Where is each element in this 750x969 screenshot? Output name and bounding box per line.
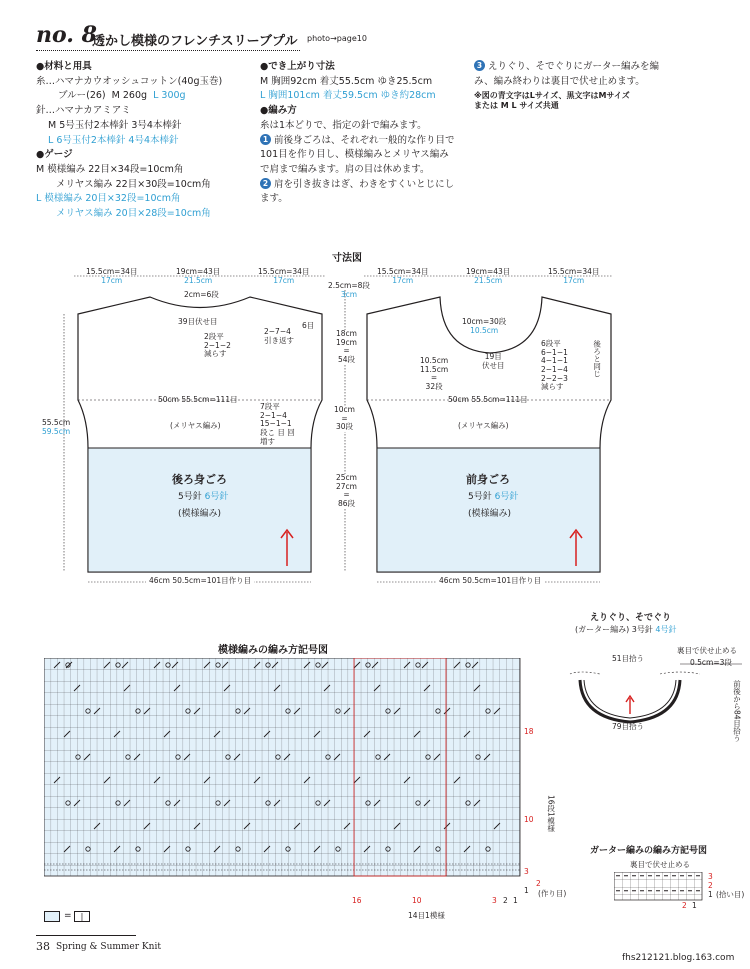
yarn-amount-m: M 260g bbox=[111, 90, 148, 102]
chart-row-3: 3 bbox=[524, 867, 529, 876]
front-shoulder-right-dim: 15.5cm=34目 17cm bbox=[548, 267, 600, 285]
step-1-text: 前後身ごろは、それぞれ一般的な作り目で101目を作り目し、模様編みとメリヤス編みで肩まで編みます。肩の目は休めます。 bbox=[260, 134, 455, 176]
side-rows-dim: 10cm = 30段 bbox=[334, 405, 355, 432]
edging-picked-top: 51目拾う bbox=[612, 654, 645, 663]
gauge-l-stockinette: メリヤス編み 20目×28段=10cm角 bbox=[56, 208, 211, 220]
footer-rule bbox=[36, 935, 136, 936]
source-watermark: fhs212121.blog.163.com bbox=[622, 953, 735, 963]
lower-rows-dim: 25cm 27cm = 86段 bbox=[336, 473, 357, 508]
chart-cast-on: (作り目) bbox=[538, 889, 567, 898]
edging-back-pick: 前後から84目拾う bbox=[732, 680, 742, 743]
back-needle-label: 5号針 6号針 bbox=[178, 492, 229, 502]
garter-row-1: 1 bbox=[708, 890, 713, 899]
diagram-title: 寸法図 bbox=[332, 253, 362, 264]
step-3-text: えりぐり、そでぐりにガーター編みを編み、編み終わりは裏目で伏せ止めます。 bbox=[474, 61, 660, 87]
size-note-2: または M L サイズ共通 bbox=[474, 101, 559, 111]
front-stockinette-label: (メリヤス編み) bbox=[458, 421, 509, 430]
front-center-bind: 19目 伏せ目 bbox=[482, 352, 505, 370]
garter-col-1: 1 bbox=[692, 901, 697, 910]
edging-subtitle: (ガーター編み) 3号針 4号針 bbox=[575, 625, 677, 634]
garter-row-3: 3 bbox=[708, 872, 713, 881]
chart-col-16: 16 bbox=[352, 896, 362, 905]
chart-repeat-sts: 14目1模様 bbox=[408, 911, 445, 920]
front-body-name: 前身ごろ bbox=[466, 473, 510, 486]
front-bottom-width: 46cm 50.5cm=101目作り目 bbox=[436, 577, 544, 586]
chart-row-2: 2 bbox=[536, 879, 541, 888]
yarn-amount-l: L 300g bbox=[153, 90, 186, 102]
finished-m: M 胸囲92cm 着丈55.5cm ゆき25.5cm bbox=[260, 75, 433, 87]
yarn-color: ブルー(26) bbox=[58, 90, 106, 102]
front-mid-width: 50cm 55.5cm=111目 bbox=[448, 395, 528, 404]
gauge-heading: ●ゲージ bbox=[36, 149, 73, 161]
yarn-line: 糸…ハマナカウオッシュコットン(40g玉巻) bbox=[36, 75, 223, 87]
finished-l: L 胸囲101cm 着丈59.5cm ゆき約28cm bbox=[260, 90, 436, 102]
front-needle-label: 5号針 6号針 bbox=[468, 492, 519, 502]
back-stockinette-label: (メリヤス編み) bbox=[170, 421, 221, 430]
finished-heading: ●でき上がり寸法 bbox=[260, 61, 335, 72]
edging-width: 0.5cm=3段 bbox=[690, 658, 732, 667]
front-neck-depth: 10cm=30段 10.5cm bbox=[462, 317, 507, 335]
needle-l: L 6号玉付2本棒針 4号4本棒針 bbox=[48, 134, 179, 146]
front-shoulder-left-dim: 15.5cm=34目 17cm bbox=[377, 267, 429, 285]
garter-title: ガーター編みの編み方記号図 bbox=[590, 846, 708, 856]
pattern-title: 透かし模様のフレンチスリーブプル bbox=[92, 34, 298, 49]
garter-col-2: 2 bbox=[682, 901, 687, 910]
chart-col-2: 2 bbox=[503, 896, 508, 905]
back-neck-depth: 2cm=6段 bbox=[184, 290, 219, 299]
back-neck-width-dim: 19cm=43目 21.5cm bbox=[176, 267, 221, 285]
legend-symbol-box bbox=[74, 911, 90, 922]
total-length-dim: 55.5cm 59.5cm bbox=[42, 418, 71, 436]
back-pattern-label: (模様編み) bbox=[178, 509, 222, 519]
edging-picked-bottom: 79目拾う bbox=[612, 722, 645, 731]
page-number: 38 bbox=[36, 940, 50, 953]
armhole-rows-dim: 18cm 19cm = 54段 bbox=[336, 329, 357, 364]
step-3-badge: 3 bbox=[474, 60, 485, 71]
garter-bind-off: 裏目で伏せ止める bbox=[630, 860, 690, 869]
step-2-text: 肩を引き抜きはぎ、わきをすくいとじにします。 bbox=[260, 178, 455, 205]
back-armhole-shaping: 7段平 2−1−4 15−1−1 段こ 目 回 増す bbox=[260, 402, 295, 446]
edging-bind-off: 裏目で伏せ止める bbox=[677, 646, 737, 655]
chart-col-10: 10 bbox=[412, 896, 422, 905]
gauge-m-stockinette: メリヤス編み 22目×30段=10cm角 bbox=[56, 178, 211, 190]
garter-chart bbox=[614, 872, 706, 902]
chart-col-1: 1 bbox=[513, 896, 518, 905]
chart-col-3: 3 bbox=[492, 896, 497, 905]
chart-row-1: 1 bbox=[524, 886, 529, 895]
materials-heading: ●材料と用具 bbox=[36, 61, 92, 72]
step-1-badge: 1 bbox=[260, 134, 271, 145]
chart-repeat-rows: 16段1模様 bbox=[546, 795, 556, 832]
pattern-number: no. 8 bbox=[36, 22, 97, 48]
back-neck-rows: 6目 bbox=[302, 321, 315, 330]
front-neck-decrease: 6段平 6−1−1 4−1−1 2−1−4 2−2−3 減らす bbox=[541, 339, 568, 392]
front-same-as-back: 後ろと同じ bbox=[592, 340, 602, 378]
howto-heading: ●編み方 bbox=[260, 105, 297, 117]
center-depth-dim: 2.5cm=8段 3cm bbox=[328, 281, 370, 299]
back-neck-bind-off: 39目伏せ目 bbox=[178, 317, 218, 326]
back-neck-short-rows: 2−7−4 引き返す bbox=[264, 327, 294, 345]
chart-row-10: 10 bbox=[524, 815, 534, 824]
garter-row-2: 2 bbox=[708, 881, 713, 890]
back-mid-width: 50cm 55.5cm=111目 bbox=[158, 395, 238, 404]
book-title: Spring & Summer Knit bbox=[56, 942, 161, 952]
stitch-chart bbox=[44, 658, 524, 878]
garter-pick: (拾い目) bbox=[716, 890, 745, 899]
size-note-1: ※図の青文字はLサイズ、黒文字はMサイズ bbox=[474, 91, 630, 101]
step-2-badge: 2 bbox=[260, 178, 271, 189]
chart-row-18: 18 bbox=[524, 727, 534, 736]
back-shoulder-right-dim: 15.5cm=34目 17cm bbox=[258, 267, 310, 285]
gauge-m-pattern: M 模様編み 22目×34段=10cm角 bbox=[36, 164, 184, 176]
edging-title: えりぐり、そでぐり bbox=[590, 613, 672, 623]
front-side-depth: 10.5cm 11.5cm = 32段 bbox=[420, 356, 449, 391]
back-shoulder-left-dim: 15.5cm=34目 17cm bbox=[86, 267, 138, 285]
gauge-l-pattern: L 模様編み 20目×32段=10cm角 bbox=[36, 193, 181, 205]
back-body-name: 後ろ身ごろ bbox=[172, 473, 227, 486]
legend-symbol: | bbox=[80, 912, 84, 921]
front-neck-width-dim: 19cm=43目 21.5cm bbox=[466, 267, 511, 285]
front-pattern-label: (模様編み) bbox=[468, 509, 512, 519]
back-neck-decrease: 2段平 2−1−2 減らす bbox=[204, 332, 231, 359]
chart-title: 模様編みの編み方記号図 bbox=[218, 645, 328, 656]
howto-intro: 糸は1本どりで、指定の針で編みます。 bbox=[260, 119, 427, 131]
photo-reference: photo→page10 bbox=[307, 34, 367, 43]
legend-swatch bbox=[44, 911, 60, 922]
back-bottom-width: 46cm 50.5cm=101目作り目 bbox=[146, 577, 254, 586]
needle-heading: 針…ハマナカアミアミ bbox=[36, 105, 131, 117]
needle-m: M 5号玉付2本棒針 3号4本棒針 bbox=[48, 119, 182, 131]
legend-equals: = bbox=[64, 911, 72, 921]
